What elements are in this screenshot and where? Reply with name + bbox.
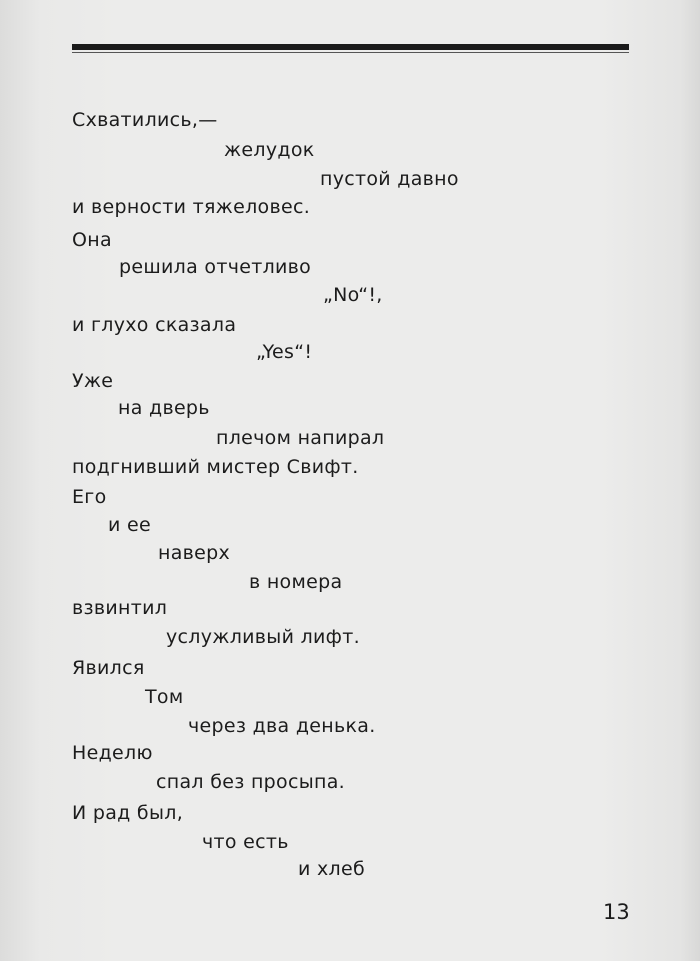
poem-line: Уже [72,370,114,392]
poem-line: решила отчетливо [119,256,312,278]
poem-line: Том [145,686,184,708]
poem-line: на дверь [118,397,210,419]
poem-line: И рад был, [72,802,184,824]
poem-line: желудок [224,139,315,161]
page-number: 13 [603,900,630,924]
poem-line: в номера [249,571,343,593]
header-rule [72,44,629,50]
poem-line: через два денька. [188,715,376,737]
poem-line: „Yes“! [256,341,313,363]
poem-line: и хлеб [298,858,365,880]
poem-line: Она [72,229,112,251]
poem-line: наверх [158,542,231,564]
poem-line: и верности тяжеловес. [72,196,311,218]
poem-line: и глухо сказала [72,314,237,336]
poem-line: Схватились,— [72,109,218,131]
poem-line: Его [72,486,107,508]
poem-line: услужливый лифт. [166,626,360,648]
poem-line: подгнивший мистер Свифт. [72,456,359,478]
poem-line: спал без просыпа. [156,771,346,793]
poem-line: пустой давно [320,168,459,190]
poem-line: плечом напирал [216,427,385,449]
poem-line: Неделю [72,742,153,764]
poem-line: Явился [72,657,145,679]
header-rule-thin [72,52,629,53]
poem-line: „No“!, [323,284,383,306]
poem-line: взвинтил [72,597,168,619]
poem-line: что есть [202,831,289,853]
poem-line: и ее [108,514,151,536]
